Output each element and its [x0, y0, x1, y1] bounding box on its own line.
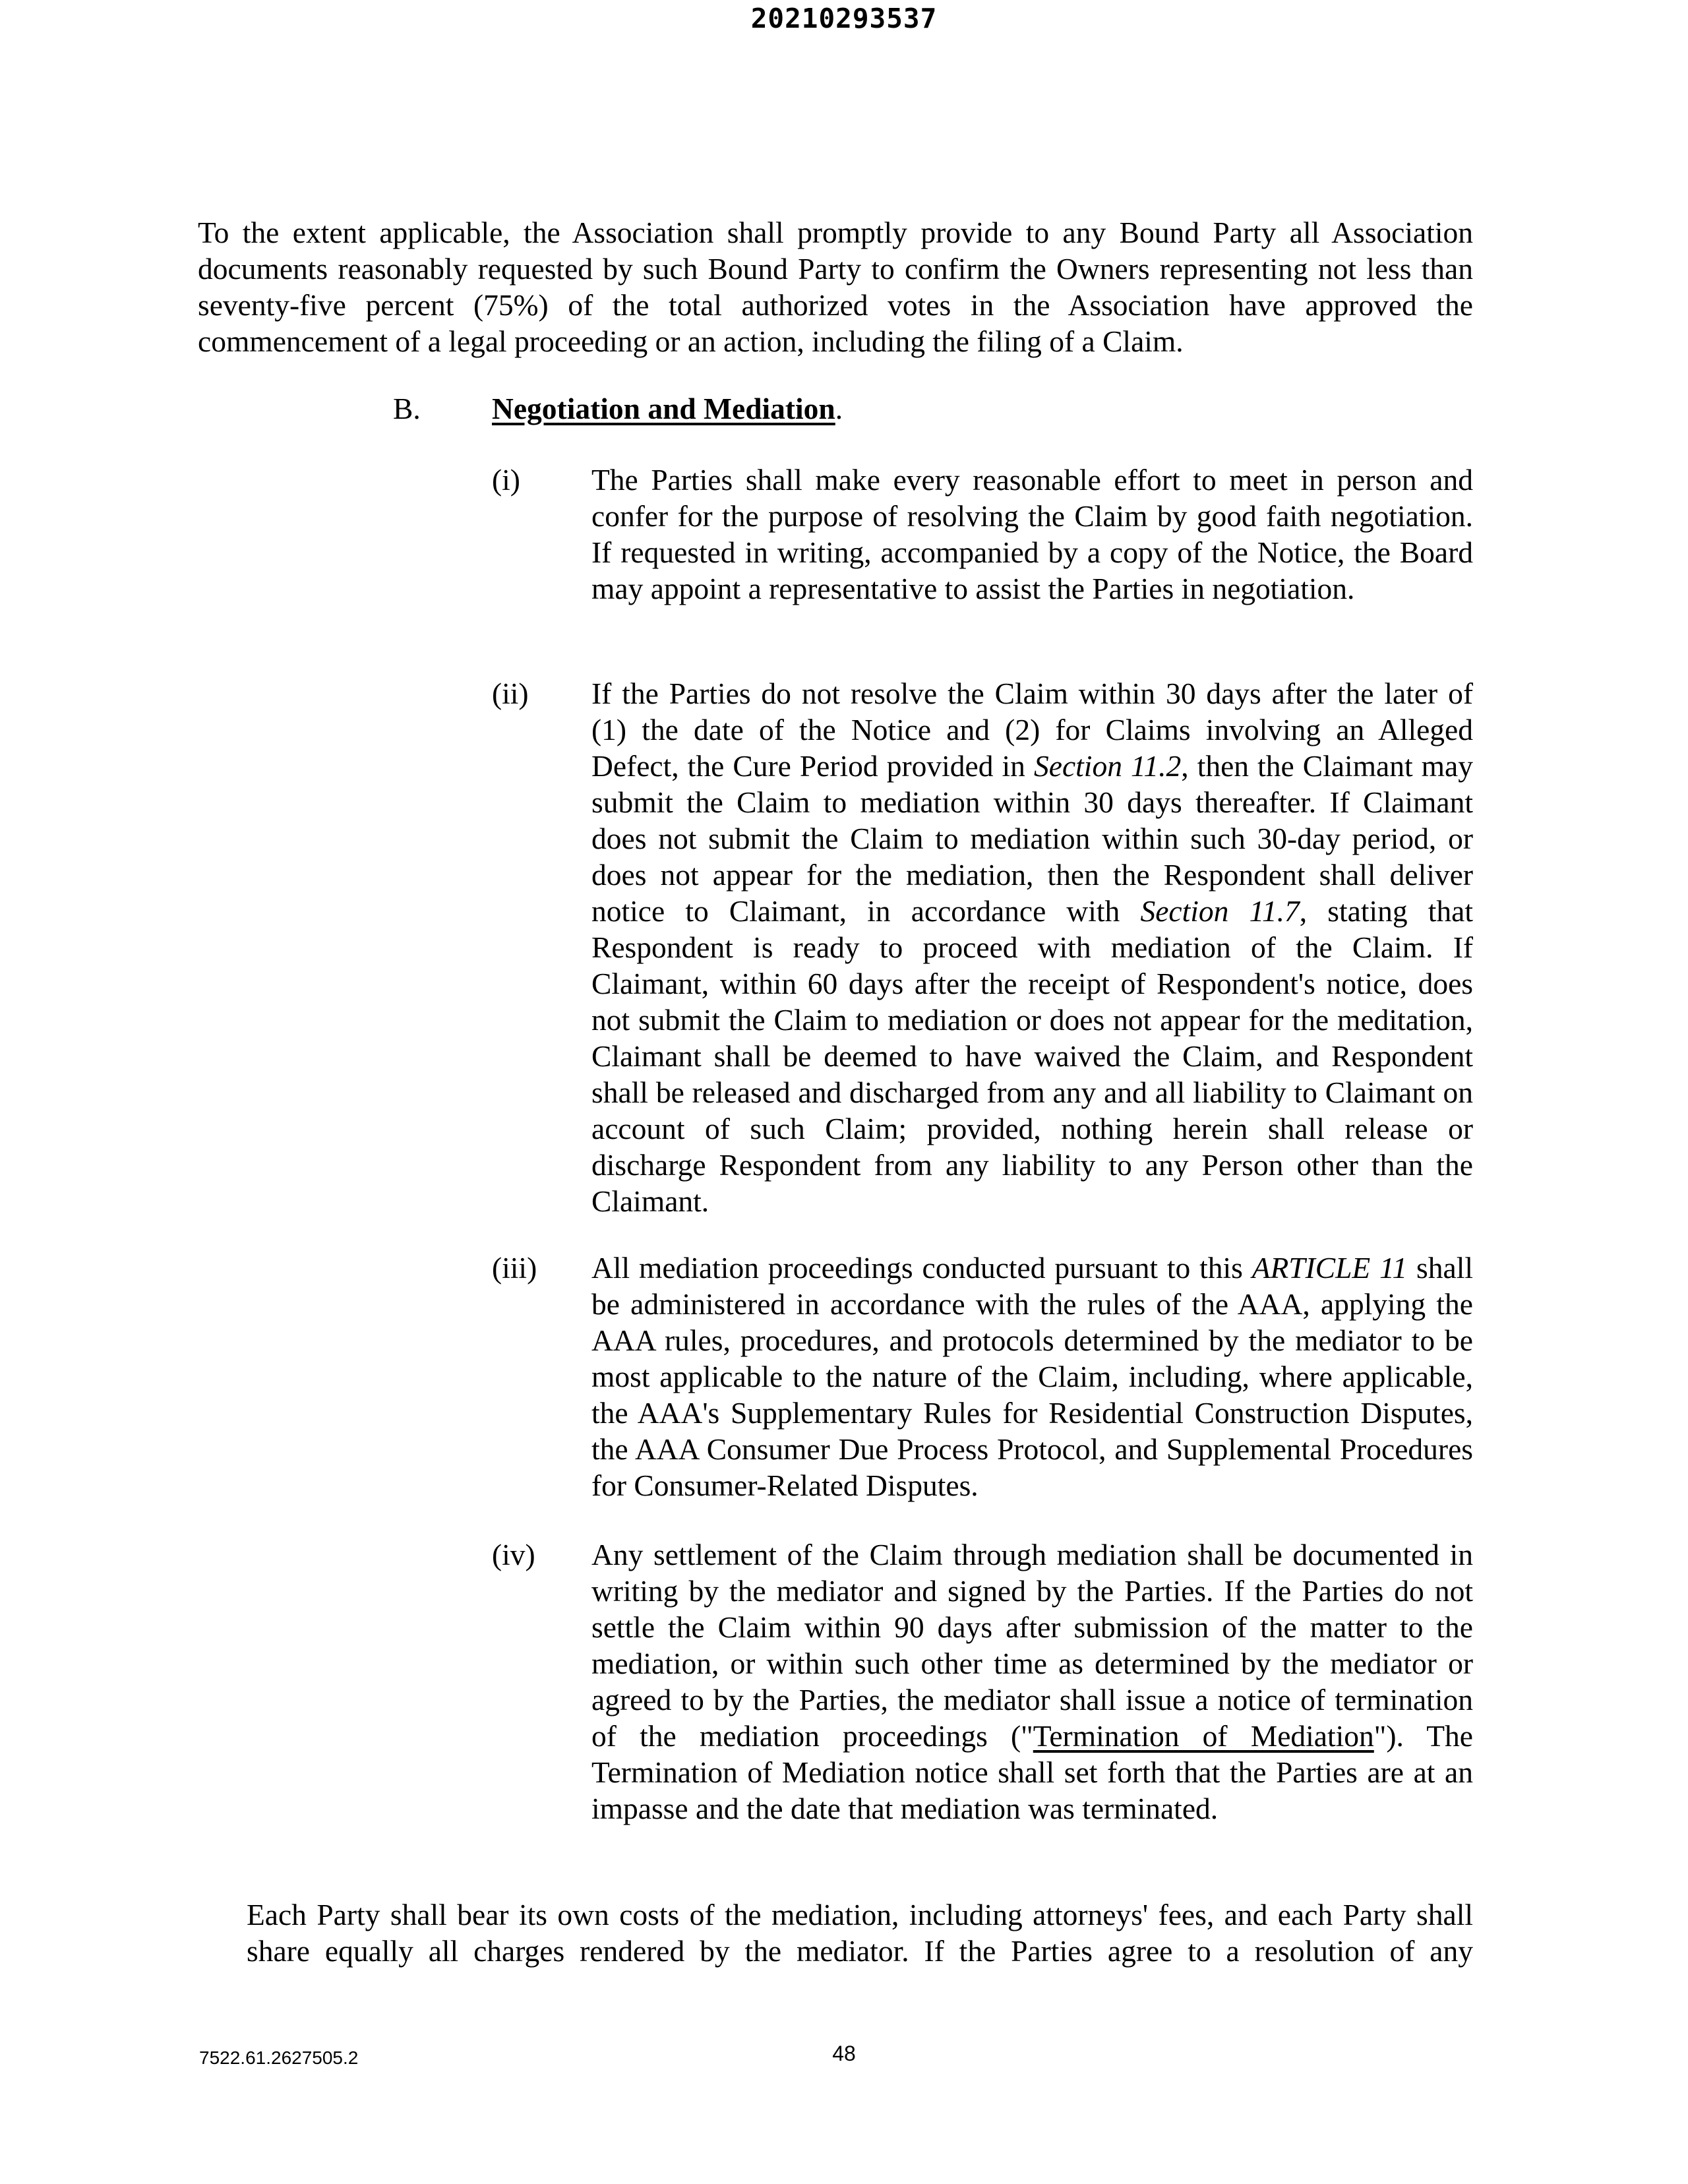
section-title: Negotiation and Mediation	[492, 392, 835, 425]
list-item-number: (ii)	[492, 677, 529, 710]
article-reference: ARTICLE 11	[1251, 1251, 1408, 1285]
text-segment: , then the Claimant may submit the Claim to mediation within 30 days thereafter. If Claimant does not submit the Claim to mediation within such 30-day period, or does not appear for the mediation, then the Respondent shall deliver notice to Claimant, in accordance with	[591, 749, 1473, 928]
section-reference: Section 11.7	[1140, 894, 1300, 928]
text-segment: All mediation proceedings conducted pursuant to this	[591, 1251, 1252, 1285]
list-item-number: (iii)	[492, 1251, 537, 1285]
footer-document-id: 7522.61.2627505.2	[199, 2048, 359, 2068]
list-item-text	[591, 1250, 1473, 1503]
document-number: 20210293537	[750, 3, 938, 34]
section-reference: Section 11.2	[1034, 749, 1182, 783]
list-item-text	[591, 1536, 1473, 1827]
list-item-number: (i)	[492, 463, 520, 497]
list-item-text	[591, 675, 1473, 1219]
intro-paragraph: To the extent applicable, the Association shall promptly provide to any Bound Party all Association documents reasonably requested by such Bound Party to confirm the Owners representing not less than seventy-five percent (75%) of the total authorized votes in the Association have approved the commencement of a legal proceeding or an action, including the filing of a Claim.	[198, 216, 1473, 358]
page-number: 48	[832, 2042, 856, 2065]
text-segment: , stating that Respondent is ready to proceed with mediation of the Claim. If Claimant, within 60 days after the receipt of Respondent's notice, does not submit the Claim to mediation or does not appear for the meditation, Claimant shall be deemed to have waived the Claim, and Respondent shall be released and discharged from any and all liability to Claimant on account of such Claim; provided, nothing herein shall release or discharge Respondent from any liability to any Person other than the Claimant.	[591, 894, 1473, 1218]
section-title-wrapper	[492, 390, 843, 427]
defined-term: Termination of Mediation	[1033, 1719, 1374, 1753]
closing-paragraph: Each Party shall bear its own costs of the mediation, including attorneys' fees, and each Party shall share equally all charges rendered by the mediator. If the Parties agree to a resolution of any	[247, 1898, 1473, 1968]
closing-paragraph-wrapper	[247, 1896, 1473, 1969]
text-segment: If the Parties do not resolve the Claim within 30 days after the later of (1) the date of the Notice and (2) for Claims involving an Alleged Defect, the Cure Period provided in	[591, 677, 1473, 783]
text-segment: shall be administered in accordance with the rules of the AAA, applying the AAA rules, procedures, and protocols determined by the mediator to be most applicable to the nature of the Claim, including, where applicable, the AAA's Supplementary Rules for Residential Construction Disputes, the AAA Consumer Due Process Protocol, and Supplemental Procedures for Consumer-Related Disputes.	[591, 1251, 1473, 1502]
section-letter: B.	[393, 392, 421, 425]
list-item-number: (iv)	[492, 1538, 535, 1571]
text-segment: Any settlement of the Claim through mediation shall be documented in writing by the mediator and signed by the Parties. If the Parties do not settle the Claim within 90 days after submission of the matter to the mediation, or within such other time as determined by the mediator or agreed to by the Parties, the mediator shall issue a notice of termination of the mediation proceedings ("	[591, 1538, 1473, 1753]
section-title-suffix: .	[835, 392, 843, 425]
text-segment: "). The Termination of Mediation notice shall set forth that the Parties are at an impasse and the date that mediation was terminated.	[591, 1719, 1473, 1825]
list-item-text: The Parties shall make every reasonable effort to meet in person and confer for the purpose of resolving the Claim by good faith negotiation. If requested in writing, accompanied by a copy of the Notice, the Board may appoint a representative to assist the Parties in negotiation.	[591, 463, 1473, 605]
